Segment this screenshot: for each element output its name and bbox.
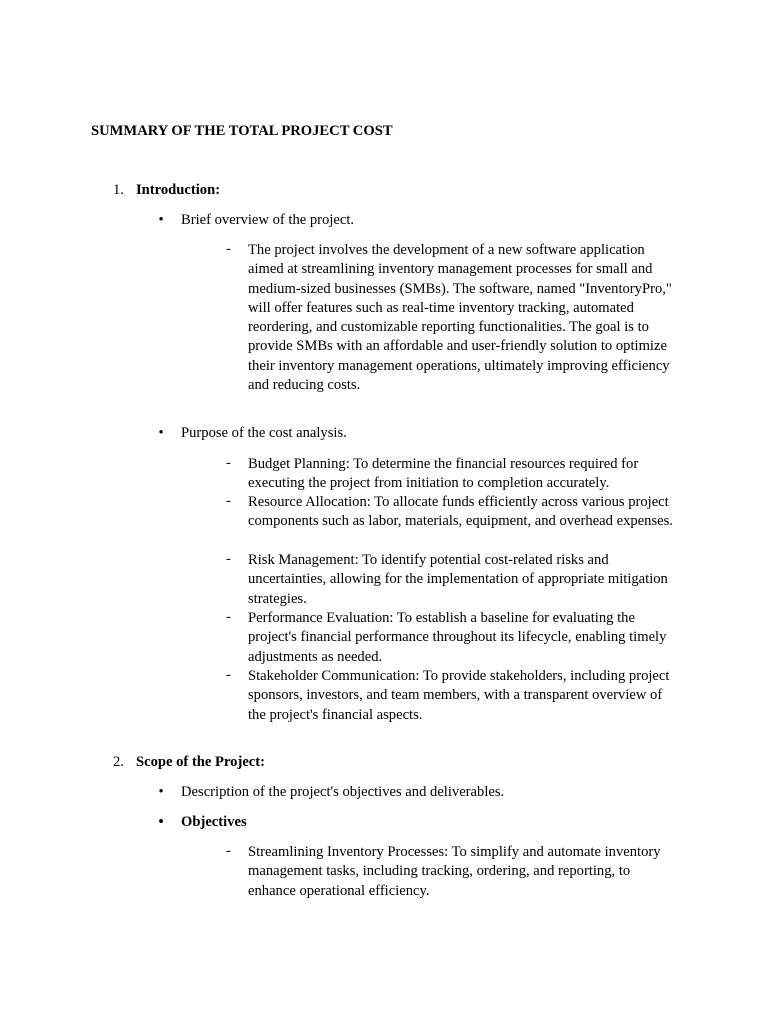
bullet-marker: • bbox=[158, 425, 164, 441]
section-2-heading: Scope of the Project: bbox=[136, 754, 265, 770]
bullet-text-objectives: Objectives bbox=[181, 814, 247, 830]
dash-marker: - bbox=[226, 241, 231, 257]
bullet-text-cost-analysis-purpose: Purpose of the cost analysis. bbox=[181, 425, 347, 441]
list-item-resource-allocation: Resource Allocation: To allocate funds efficiently across various project components such as labor, materials, equipment, and overhead expenses. bbox=[248, 494, 673, 530]
list-item-risk-management: Risk Management: To identify potential cost-related risks and uncertainties, allowing for the implementation of appropriate mitigation strategies. bbox=[248, 552, 668, 607]
document-title: SUMMARY OF THE TOTAL PROJECT COST bbox=[91, 123, 393, 139]
section-1-number: 1. bbox=[113, 182, 124, 198]
bullet-marker: • bbox=[158, 814, 164, 830]
bullet-marker: • bbox=[158, 784, 164, 800]
section-1-heading: Introduction: bbox=[136, 182, 221, 198]
dash-marker: - bbox=[226, 609, 231, 625]
dash-marker: - bbox=[226, 551, 231, 567]
list-item-stakeholder-communication: Stakeholder Communication: To provide stakeholders, including project sponsors, investors, and team members, with a transparent overview of the project's financial aspects. bbox=[248, 668, 670, 723]
dash-marker: - bbox=[226, 843, 231, 859]
dash-marker: - bbox=[226, 455, 231, 471]
list-item-budget-planning: Budget Planning: To determine the financial resources required for executing the project from initiation to completion accurately. bbox=[248, 456, 639, 492]
section-2-number: 2. bbox=[113, 754, 124, 770]
paragraph-project-overview: The project involves the development of a new software application aimed at streamlining inventory management processes for small and medium-sized businesses (SMBs). The software, named "InventoryPro," will offer features such as real-time inventory tracking, automated reordering, and customizable reporting functionalities. The goal is to provide SMBs with an affordable and user-friendly solution to optimize their inventory management operations, ultimately improving efficiency and reducing costs. bbox=[248, 242, 672, 394]
list-item-streamlining-processes: Streamlining Inventory Processes: To simplify and automate inventory management tasks, including tracking, ordering, and reporting, to enhance operational efficiency. bbox=[248, 844, 661, 899]
dash-marker: - bbox=[226, 667, 231, 683]
bullet-text-project-overview: Brief overview of the project. bbox=[181, 212, 355, 228]
bullet-text-objectives-deliverables: Description of the project's objectives and deliverables. bbox=[181, 784, 505, 800]
bullet-marker: • bbox=[158, 212, 164, 228]
dash-marker: - bbox=[226, 493, 231, 509]
list-item-performance-evaluation: Performance Evaluation: To establish a baseline for evaluating the project's financial performance throughout its lifecycle, enabling timely adjustments as needed. bbox=[248, 610, 667, 665]
